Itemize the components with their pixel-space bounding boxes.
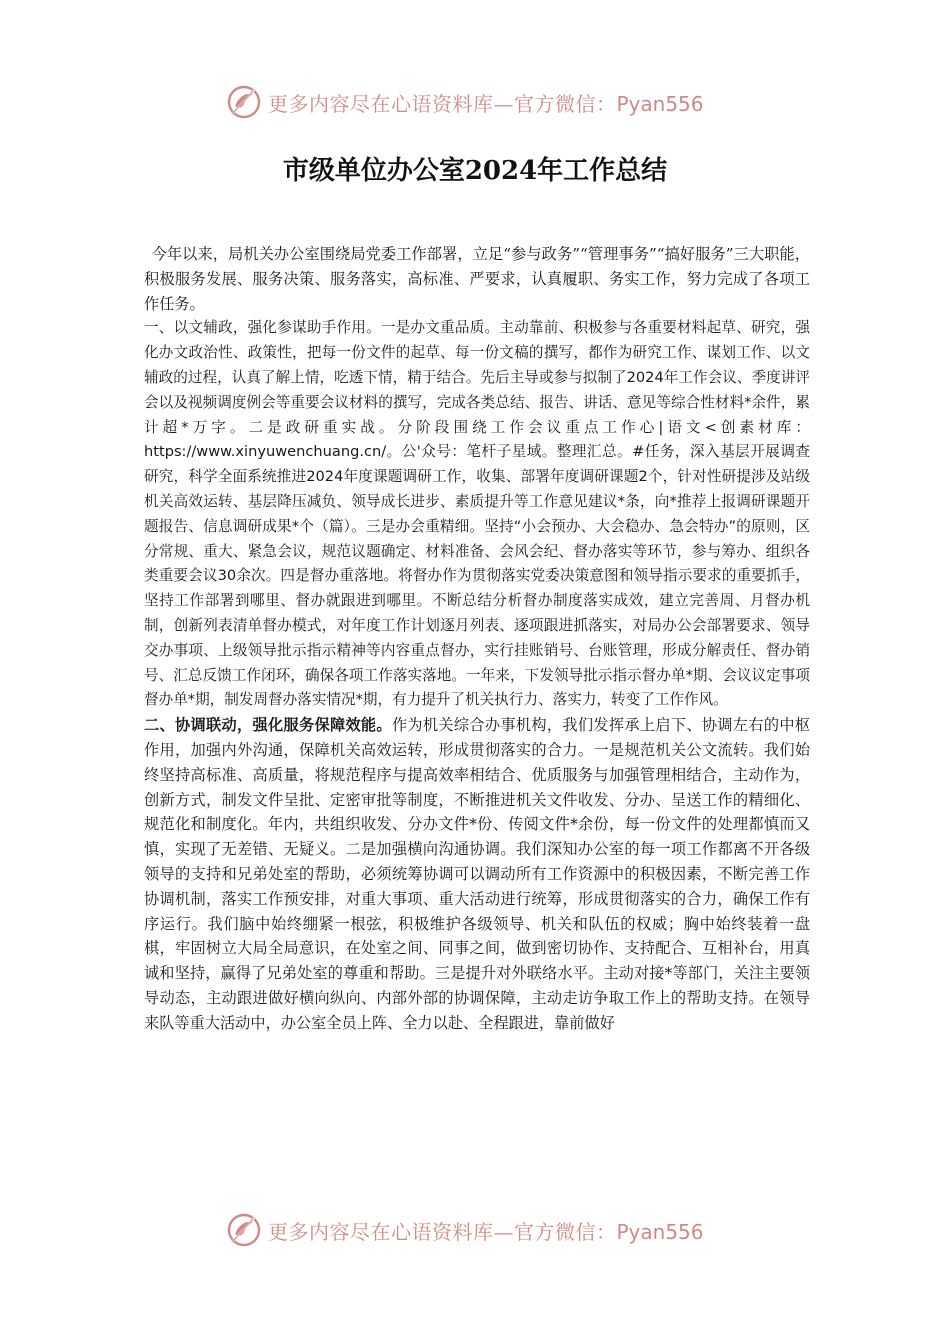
wechat-id: Pyan556 (616, 91, 704, 116)
document-body (144, 242, 810, 1036)
wechat-id: Pyan556 (616, 1219, 704, 1244)
watermark-banner-top (226, 82, 746, 122)
watermark-text: 更多内容尽在心语资料库—官方微信：Pyan556 (268, 91, 704, 116)
intro-paragraph: 今年以来，局机关办公室围绕局党委工作部署，立足“参与政务”“管理事务”“搞好服务”三大职能，积极服务发展、服务决策、服务落实，高标准、严要求，认真履职、务实工作，努力完成了各项工作任务。 (144, 245, 810, 313)
watermark-banner-bottom (226, 1210, 746, 1250)
logo-icon (226, 84, 262, 120)
document-title: 市级单位办公室2024年工作总结 (282, 156, 668, 186)
section-1-paragraph: 一、以文辅政，强化参谋助手作用。一是办文重品质。主动靠前、积极参与各重要材料起草、研究，强化办文政治性、政策性，把每一份文件的起草、每一份文稿的撰写，都作为研究工作、谋划工作、以文辅政的过程，认真了解上情，吃透下情，精于结合。先后主导或参与拟制了2024年工作会议、季度讲评会以及视频调度例会等重要会议材料的撰写，完成各类总结、报告、讲话、意见等综合性材料*余件，累计超*万字。二是政研重实战。分阶段围绕工作会议重点工作心|语文<创素材库：https://www.xinyuwenchuang.cn/。公'众号：笔杆子星域。整理汇总。#任务，深入基层开展调查研究，科学全面系统推进2024年度课题调研工作，收集、部署年度调研课题2个，针对性研提涉及站级机关高效运转、基层降压减负、领导成长进步、素质提升等工作意见建议*条，向*推荐上报调研课题开题报告、信息调研成果*个（篇）。三是办会重精细。坚持“小会预办、大会稳办、急会特办”的原则，区分常规、重大、紧急会议，规范议题确定、材料准备、会风会纪、督办落实等环节，参与筹办、组织各类重要会议30余次。四是督办重落地。将督办作为贯彻落实党委决策意图和领导指示要求的重要抓手，坚持工作部署到哪里、督办就跟进到哪里。不断总结分析督办制度落实成效，建立完善周、月督办机制，创新列表清单督办模式，对年度工作计划逐月列表、逐项跟进抓落实，对局办公会部署要求、领导交办事项、上级领导批示指示精神等内容重点督办，实行挂账销号、台账管理，形成分解责任、督办销号、汇总反馈工作闭环，确保各项工作落实落地。一年来，下发领导批示指示督办单*期、会议议定事项督办单*期，制发周督办落实情况*期，有力提升了机关执行力、落实力，转变了工作作风。 (144, 319, 810, 709)
watermark-text: 更多内容尽在心语资料库—官方微信：Pyan556 (268, 1219, 704, 1244)
section-2-body: 作为机关综合办事机构，我们发挥承上启下、协调左右的中枢作用，加强内外沟通，保障机关高效运转，形成贯彻落实的合力。一是规范机关公文流转。我们始终坚持高标准、高质量，将规范程序与提高效率相结合、优质服务与加强管理相结合，主动作为，创新方式，制发文件呈批、定密审批等制度，不断推进机关文件收发、分办、呈送工作的精细化、规范化和制度化。年内，共组织收发、分办文件*份、传阅文件*余份，每一份文件的处理都慎而又慎，实现了无差错、无疑义。二是加强横向沟通协调。我们深知办公室的每一项工作都离不开各级领导的支持和兄弟处室的帮助，必须统筹协调可以调动所有工作资源中的积极因素，不断完善工作协调机制，落实工作预安排，对重大事项、重大活动进行统筹，形成贯彻落实的合力，确保工作有序运行。我们脑中始终绷紧一根弦，积极维护各级领导、机关和队伍的权威；胸中始终装着一盘棋，牢固树立大局全局意识，在处室之间、同事之间，做到密切协作、支持配合、互相补台，用真诚和坚持，赢得了兄弟处室的尊重和帮助。三是提升对外联络水平。主动对接*等部门，关注主要领导动态，主动跟进做好横向纵向、内部外部的协调保障，主动走访争取工作上的帮助支持。在领导来队等重大活动中，办公室全员上阵、全力以赴、全程跟进，靠前做好 (144, 716, 811, 1032)
section-2-heading: 二、协调联动，强化服务保障效能。 (144, 716, 392, 735)
logo-icon (226, 1212, 262, 1248)
section-2-paragraph (144, 713, 810, 1035)
